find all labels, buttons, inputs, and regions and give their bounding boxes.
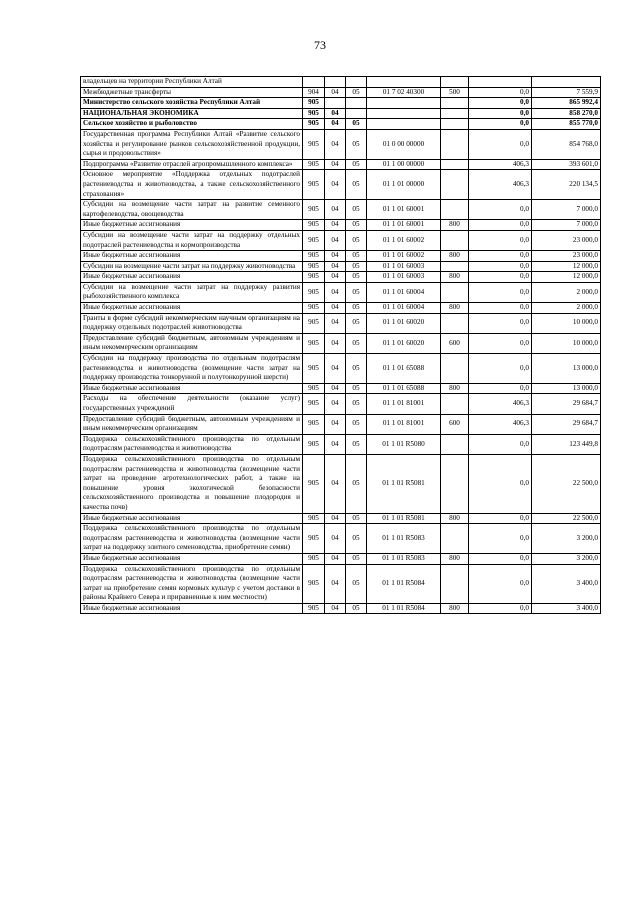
cell-pr: 05	[346, 354, 367, 384]
cell-vr: 800	[441, 603, 469, 614]
cell-grbs: 905	[303, 524, 325, 554]
cell-vr	[441, 394, 469, 414]
cell-name: Иные бюджетные ассигнования	[81, 603, 303, 614]
table-row	[81, 282, 601, 302]
cell-rz: 04	[325, 313, 346, 333]
cell-rz: 04	[325, 261, 346, 272]
cell-grbs	[303, 77, 325, 88]
cell-csr: 01 1 01 60020	[367, 333, 441, 353]
cell-rz: 04	[325, 303, 346, 314]
cell-pr	[346, 98, 367, 109]
cell-grbs: 905	[303, 108, 325, 119]
cell-rz: 04	[325, 354, 346, 384]
cell-csr: 01 1 01 60020	[367, 313, 441, 333]
cell-grbs: 905	[303, 333, 325, 353]
cell-rz: 04	[325, 333, 346, 353]
cell-grbs: 905	[303, 200, 325, 220]
table-row	[81, 354, 601, 384]
cell-pr: 05	[346, 170, 367, 200]
table-row	[81, 200, 601, 220]
cell-pr: 05	[346, 303, 367, 314]
table-row	[81, 414, 601, 434]
cell-csr: 01 1 01 R5084	[367, 603, 441, 614]
cell-amount-2: 123 449,8	[532, 434, 601, 454]
cell-vr: 800	[441, 383, 469, 394]
cell-csr: 01 1 01 60002	[367, 230, 441, 250]
cell-amount-2: 854 768,0	[532, 129, 601, 159]
table-row	[81, 119, 601, 130]
cell-grbs: 905	[303, 159, 325, 170]
cell-rz: 04	[325, 272, 346, 283]
cell-vr: 800	[441, 251, 469, 262]
cell-pr: 05	[346, 394, 367, 414]
table-row	[81, 603, 601, 614]
cell-grbs: 905	[303, 98, 325, 109]
cell-vr: 800	[441, 303, 469, 314]
table-row	[81, 98, 601, 109]
table-row	[81, 333, 601, 353]
cell-pr: 05	[346, 434, 367, 454]
table-row	[81, 513, 601, 524]
cell-amount-2: 29 684,7	[532, 394, 601, 414]
cell-name: Государственная программа Республики Алтай «Развитие сельского хозяйства и регулирование рынков сельскохозяйственной продукции, сырья и продовольствия»	[81, 129, 303, 159]
cell-csr: 01 1 00 00000	[367, 159, 441, 170]
cell-grbs: 905	[303, 282, 325, 302]
table-row	[81, 77, 601, 88]
cell-csr: 01 1 01 60004	[367, 282, 441, 302]
cell-csr: 01 1 01 R5083	[367, 553, 441, 564]
cell-csr	[367, 77, 441, 88]
cell-amount-2: 2 000,0	[532, 282, 601, 302]
cell-pr: 05	[346, 313, 367, 333]
cell-name: Предоставление субсидий бюджетным, автономным учреждениям и иным некоммерческим организациям	[81, 414, 303, 434]
cell-amount-1: 0,0	[469, 383, 532, 394]
cell-amount-1: 0,0	[469, 333, 532, 353]
cell-rz: 04	[325, 108, 346, 119]
cell-amount-1: 0,0	[469, 303, 532, 314]
cell-grbs: 905	[303, 303, 325, 314]
cell-grbs: 905	[303, 553, 325, 564]
cell-grbs: 905	[303, 170, 325, 200]
table-row	[81, 524, 601, 554]
cell-vr: 500	[441, 87, 469, 98]
cell-grbs: 905	[303, 564, 325, 603]
cell-grbs: 905	[303, 272, 325, 283]
cell-amount-1: 0,0	[469, 603, 532, 614]
cell-pr: 05	[346, 272, 367, 283]
cell-vr	[441, 119, 469, 130]
cell-vr	[441, 129, 469, 159]
cell-name: Субсидии на возмещение части затрат на поддержку животноводства	[81, 261, 303, 272]
cell-rz: 04	[325, 553, 346, 564]
cell-csr: 01 1 01 R5080	[367, 434, 441, 454]
cell-amount-2: 10 000,0	[532, 333, 601, 353]
cell-amount-2: 858 270,0	[532, 108, 601, 119]
cell-grbs: 905	[303, 603, 325, 614]
cell-amount-2: 7 000,0	[532, 220, 601, 231]
cell-amount-2: 13 000,0	[532, 354, 601, 384]
cell-amount-1: 0,0	[469, 200, 532, 220]
cell-csr: 01 1 01 60001	[367, 220, 441, 231]
cell-csr: 01 1 01 R5084	[367, 564, 441, 603]
cell-pr: 05	[346, 220, 367, 231]
cell-amount-2: 3 200,0	[532, 524, 601, 554]
table-row	[81, 230, 601, 250]
cell-csr: 01 1 01 65088	[367, 383, 441, 394]
cell-rz: 04	[325, 524, 346, 554]
cell-rz	[325, 98, 346, 109]
cell-csr: 01 1 01 00000	[367, 170, 441, 200]
cell-grbs: 905	[303, 119, 325, 130]
cell-pr	[346, 77, 367, 88]
cell-grbs: 905	[303, 129, 325, 159]
cell-amount-2: 220 134,5	[532, 170, 601, 200]
cell-amount-1: 0,0	[469, 119, 532, 130]
cell-name: Поддержка сельскохозяйственного производства по отдельным подотраслям растениеводства и животноводства (возмещение части затрат на приобретение семян кормовых культур с учетом доставки в районы Крайнего Севера и приравненные к ним местности)	[81, 564, 303, 603]
cell-rz: 04	[325, 119, 346, 130]
cell-amount-2: 22 500,0	[532, 513, 601, 524]
cell-name: Поддержка сельскохозяйственного производства по отдельным подотраслям растениеводства и животноводства	[81, 434, 303, 454]
cell-vr	[441, 230, 469, 250]
table-row	[81, 394, 601, 414]
cell-csr: 01 7 02 40300	[367, 87, 441, 98]
cell-rz: 04	[325, 87, 346, 98]
cell-vr	[441, 454, 469, 513]
cell-amount-1	[469, 77, 532, 88]
cell-vr: 800	[441, 513, 469, 524]
cell-name: Субсидии на возмещение части затрат на поддержку развития рыбохозяйственного комплекса	[81, 282, 303, 302]
cell-pr	[346, 108, 367, 119]
cell-rz: 04	[325, 282, 346, 302]
cell-grbs: 905	[303, 454, 325, 513]
cell-rz: 04	[325, 394, 346, 414]
cell-rz: 04	[325, 434, 346, 454]
cell-amount-1: 0,0	[469, 261, 532, 272]
cell-pr: 05	[346, 87, 367, 98]
cell-csr	[367, 98, 441, 109]
cell-amount-2: 7 000,0	[532, 200, 601, 220]
cell-amount-2	[532, 77, 601, 88]
cell-name: Иные бюджетные ассигнования	[81, 553, 303, 564]
cell-amount-1: 0,0	[469, 564, 532, 603]
cell-vr: 800	[441, 553, 469, 564]
table-row	[81, 564, 601, 603]
cell-vr	[441, 282, 469, 302]
cell-grbs: 905	[303, 513, 325, 524]
budget-table	[80, 76, 601, 614]
cell-amount-1: 0,0	[469, 108, 532, 119]
cell-vr	[441, 524, 469, 554]
cell-amount-1: 0,0	[469, 524, 532, 554]
cell-name: Предоставление субсидий бюджетным, автономным учреждениям и иным некоммерческим организациям	[81, 333, 303, 353]
cell-pr: 05	[346, 261, 367, 272]
cell-amount-1: 0,0	[469, 313, 532, 333]
cell-amount-1: 0,0	[469, 220, 532, 231]
cell-vr	[441, 200, 469, 220]
cell-name: Расходы на обеспечение деятельности (оказание услуг) государственных учреждений	[81, 394, 303, 414]
cell-amount-2: 13 000,0	[532, 383, 601, 394]
table-row	[81, 434, 601, 454]
cell-amount-1: 406,3	[469, 414, 532, 434]
cell-csr: 01 1 01 R5081	[367, 513, 441, 524]
table-row	[81, 87, 601, 98]
cell-rz: 04	[325, 251, 346, 262]
cell-amount-1: 0,0	[469, 434, 532, 454]
cell-grbs: 905	[303, 434, 325, 454]
cell-amount-2: 855 770,0	[532, 119, 601, 130]
cell-vr	[441, 108, 469, 119]
cell-amount-1: 0,0	[469, 513, 532, 524]
table-row	[81, 220, 601, 231]
cell-pr: 05	[346, 230, 367, 250]
cell-name: Иные бюджетные ассигнования	[81, 513, 303, 524]
page-number: 73	[314, 38, 326, 52]
cell-name: Гранты в форме субсидий некоммерческим научным организациям на поддержку отдельных подотраслей животноводства	[81, 313, 303, 333]
cell-vr: 800	[441, 272, 469, 283]
cell-name: Поддержка сельскохозяйственного производства по отдельным подотраслям растениеводства и животноводства (возмещение части затрат на поддержку элитного семеноводства, приобретение семян)	[81, 524, 303, 554]
cell-name: Субсидии на возмещение части затрат на поддержку отдельных подотраслей растениеводства и кормопроизводства	[81, 230, 303, 250]
cell-name: Субсидии на поддержку производства по отдельным подотраслям растениеводства и животноводства (возмещение части затрат на поддержку производства тонкорунной и полутонкорунной шерсти)	[81, 354, 303, 384]
cell-name: Основное мероприятие «Поддержка отдельных подотраслей растениеводства и животноводства, а также сельскохозяйственного страхования»	[81, 170, 303, 200]
cell-csr: 01 1 01 81001	[367, 414, 441, 434]
cell-vr	[441, 564, 469, 603]
cell-rz: 04	[325, 603, 346, 614]
cell-name: Подпрограмма «Развитие отраслей агропромышленного комплекса»	[81, 159, 303, 170]
cell-rz: 04	[325, 170, 346, 200]
cell-pr: 05	[346, 524, 367, 554]
cell-amount-2: 393 601,0	[532, 159, 601, 170]
table-row	[81, 170, 601, 200]
cell-name: Министерство сельского хозяйства Республики Алтай	[81, 98, 303, 109]
table-row	[81, 261, 601, 272]
cell-grbs: 905	[303, 230, 325, 250]
cell-pr: 05	[346, 200, 367, 220]
cell-grbs: 904	[303, 87, 325, 98]
table-row	[81, 108, 601, 119]
cell-rz: 04	[325, 454, 346, 513]
cell-rz: 04	[325, 564, 346, 603]
cell-name: Иные бюджетные ассигнования	[81, 383, 303, 394]
table-row	[81, 159, 601, 170]
cell-amount-2: 865 992,4	[532, 98, 601, 109]
cell-amount-1: 0,0	[469, 454, 532, 513]
cell-amount-2: 23 000,0	[532, 251, 601, 262]
cell-rz: 04	[325, 129, 346, 159]
cell-csr	[367, 119, 441, 130]
cell-vr	[441, 98, 469, 109]
cell-vr	[441, 159, 469, 170]
table-row	[81, 383, 601, 394]
cell-amount-1: 406,3	[469, 159, 532, 170]
table-row	[81, 272, 601, 283]
cell-amount-1: 0,0	[469, 98, 532, 109]
cell-amount-1: 0,0	[469, 282, 532, 302]
table-row	[81, 251, 601, 262]
cell-csr: 01 0 00 00000	[367, 129, 441, 159]
cell-pr: 05	[346, 564, 367, 603]
cell-csr: 01 1 01 65088	[367, 354, 441, 384]
cell-pr: 05	[346, 251, 367, 262]
cell-csr: 01 1 01 60001	[367, 200, 441, 220]
cell-amount-1: 406,3	[469, 170, 532, 200]
cell-csr: 01 1 01 R5083	[367, 524, 441, 554]
cell-grbs: 905	[303, 354, 325, 384]
cell-vr	[441, 170, 469, 200]
cell-amount-1: 0,0	[469, 553, 532, 564]
cell-grbs: 905	[303, 313, 325, 333]
cell-amount-2: 22 500,0	[532, 454, 601, 513]
cell-amount-1: 0,0	[469, 87, 532, 98]
cell-rz: 04	[325, 159, 346, 170]
table-row	[81, 454, 601, 513]
cell-csr: 01 1 01 60003	[367, 261, 441, 272]
cell-pr: 05	[346, 159, 367, 170]
cell-vr: 600	[441, 333, 469, 353]
cell-pr: 05	[346, 333, 367, 353]
cell-csr: 01 1 01 60002	[367, 251, 441, 262]
cell-name: НАЦИОНАЛЬНАЯ ЭКОНОМИКА	[81, 108, 303, 119]
cell-csr: 01 1 01 60004	[367, 303, 441, 314]
cell-csr: 01 1 01 R5081	[367, 454, 441, 513]
cell-pr: 05	[346, 603, 367, 614]
cell-pr: 05	[346, 119, 367, 130]
cell-grbs: 905	[303, 394, 325, 414]
cell-vr	[441, 434, 469, 454]
cell-rz: 04	[325, 220, 346, 231]
cell-vr	[441, 77, 469, 88]
cell-pr: 05	[346, 282, 367, 302]
cell-amount-2: 3 200,0	[532, 553, 601, 564]
cell-name: владельцев на территории Республики Алтай	[81, 77, 303, 88]
cell-name: Субсидии на возмещение части затрат на развитие семенного картофелеводства, овощеводства	[81, 200, 303, 220]
cell-name: Иные бюджетные ассигнования	[81, 303, 303, 314]
cell-amount-2: 23 000,0	[532, 230, 601, 250]
cell-vr	[441, 261, 469, 272]
cell-amount-2: 12 000,0	[532, 261, 601, 272]
cell-amount-1: 406,3	[469, 394, 532, 414]
cell-name: Иные бюджетные ассигнования	[81, 220, 303, 231]
cell-name: Межбюджетные трансферты	[81, 87, 303, 98]
cell-amount-2: 3 400,0	[532, 564, 601, 603]
cell-rz: 04	[325, 414, 346, 434]
cell-amount-1: 0,0	[469, 251, 532, 262]
cell-rz: 04	[325, 383, 346, 394]
cell-rz	[325, 77, 346, 88]
cell-rz: 04	[325, 230, 346, 250]
cell-amount-2: 10 000,0	[532, 313, 601, 333]
cell-rz: 04	[325, 513, 346, 524]
cell-pr: 05	[346, 513, 367, 524]
cell-amount-1: 0,0	[469, 272, 532, 283]
cell-csr: 01 1 01 81001	[367, 394, 441, 414]
cell-pr: 05	[346, 553, 367, 564]
cell-pr: 05	[346, 129, 367, 159]
table-row	[81, 129, 601, 159]
table-row	[81, 553, 601, 564]
cell-csr	[367, 108, 441, 119]
cell-name: Сельское хозяйство и рыболовство	[81, 119, 303, 130]
cell-vr	[441, 313, 469, 333]
cell-grbs: 905	[303, 220, 325, 231]
cell-vr: 800	[441, 220, 469, 231]
cell-pr: 05	[346, 454, 367, 513]
cell-rz: 04	[325, 200, 346, 220]
cell-amount-2: 12 000,0	[532, 272, 601, 283]
cell-name: Иные бюджетные ассигнования	[81, 272, 303, 283]
cell-grbs: 905	[303, 261, 325, 272]
cell-amount-1: 0,0	[469, 230, 532, 250]
cell-pr: 05	[346, 414, 367, 434]
cell-amount-2: 2 000,0	[532, 303, 601, 314]
table-row	[81, 303, 601, 314]
cell-grbs: 905	[303, 414, 325, 434]
cell-amount-1: 0,0	[469, 129, 532, 159]
cell-amount-2: 3 400,0	[532, 603, 601, 614]
cell-vr	[441, 354, 469, 384]
table-row	[81, 313, 601, 333]
cell-csr: 01 1 01 60003	[367, 272, 441, 283]
cell-name: Поддержка сельскохозяйственного производства по отдельным подотраслям растениеводства и животноводства (возмещение части затрат на проведение агротехнологических работ, а также на повышение уровня экологической безопасности сельскохозяйственного производства и повышение плодородия и качества почв)	[81, 454, 303, 513]
cell-pr: 05	[346, 383, 367, 394]
cell-amount-2: 29 684,7	[532, 414, 601, 434]
cell-amount-1: 0,0	[469, 354, 532, 384]
cell-amount-2: 7 559,9	[532, 87, 601, 98]
cell-grbs: 905	[303, 251, 325, 262]
cell-name: Иные бюджетные ассигнования	[81, 251, 303, 262]
cell-grbs: 905	[303, 383, 325, 394]
cell-vr: 600	[441, 414, 469, 434]
